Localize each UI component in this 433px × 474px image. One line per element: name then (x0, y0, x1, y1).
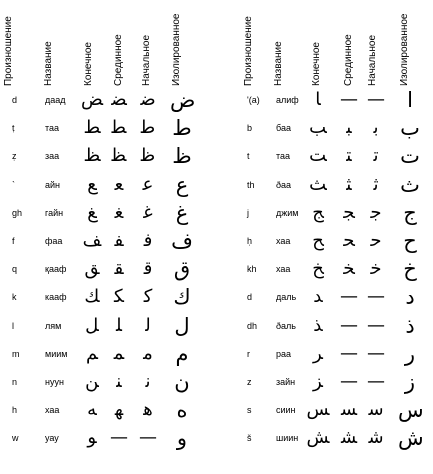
letter-name-cell: ðаль (276, 320, 296, 331)
initial-form-cell: ﻗ (143, 258, 153, 280)
letter-name-cell: шиин (276, 433, 299, 444)
isolated-form-cell: ﻡ (175, 341, 189, 366)
initial-form-cell: ﻋ (142, 173, 154, 195)
pronunciation-cell: d (12, 95, 18, 105)
final-form-cell: ﺲ (306, 399, 330, 421)
header-pronunciation-label: Произношение (3, 16, 14, 86)
final-form-cell: ﺾ (80, 89, 104, 110)
table-row (0, 200, 216, 226)
letter-name-cell: хаа (276, 264, 291, 275)
pronunciation-cell: m (12, 348, 20, 359)
header-isolated (398, 0, 412, 86)
letter-name-cell: лям (45, 320, 62, 331)
header-medial (342, 0, 356, 86)
pronunciation-cell: b (247, 123, 253, 134)
letter-name-cell: зайн (276, 377, 296, 387)
final-form-cell: ﺎ (315, 89, 321, 110)
pronunciation-cell: z (247, 377, 252, 387)
initial-form-cell: ﺑ (373, 117, 379, 139)
medial-form-cell: — (340, 89, 358, 110)
final-form-cell: ﺶ (306, 427, 330, 449)
letter-name-cell: даад (45, 95, 66, 105)
header-isolated-label: Изолированное (399, 13, 410, 86)
letter-name-cell: джим (276, 207, 299, 218)
final-form-cell: ﺮ (313, 342, 323, 364)
final-form-cell: ﻂ (83, 117, 101, 139)
letter-name-cell: заа (45, 151, 60, 162)
final-form-cell: ﺢ (312, 230, 324, 251)
initial-form-cell: ﺟ (370, 201, 382, 223)
pronunciation-cell: '(a) (247, 95, 260, 105)
final-form-cell: ﻞ (85, 314, 99, 336)
medial-form-cell: ﻘ (114, 258, 124, 280)
pronunciation-cell: ẓ (12, 151, 17, 162)
header-final-label: Конечное (83, 42, 94, 86)
table-row (0, 425, 216, 451)
table-row (240, 341, 433, 367)
pronunciation-cell: d (247, 292, 253, 303)
letter-name-cell: раа (276, 348, 292, 359)
pronunciation-cell: gh (12, 207, 23, 218)
final-form-cell: ﺚ (309, 173, 327, 195)
initial-form-cell: ﺛ (373, 173, 379, 195)
table-row (0, 115, 216, 141)
table-row (240, 256, 433, 282)
initial-form-cell: ﺣ (370, 230, 382, 251)
medial-form-cell: ﺸ (340, 427, 358, 449)
medial-form-cell: — (110, 427, 128, 449)
initial-form-cell: — (367, 286, 385, 308)
table-row (240, 284, 433, 310)
isolated-form-cell: ﻍ (175, 200, 189, 225)
table-row (240, 228, 433, 254)
final-form-cell: ﻊ (87, 173, 97, 195)
initial-form-cell: ﻧ (145, 371, 151, 392)
medial-form-cell: ﻌ (114, 173, 124, 195)
final-form-cell: ﻚ (84, 286, 100, 308)
table-row (240, 87, 433, 113)
table-row (240, 172, 433, 198)
header-initial-label: Начальное (141, 34, 152, 86)
header-name (42, 0, 56, 86)
medial-form-cell: ﻜ (114, 286, 124, 308)
medial-form-cell: — (340, 314, 358, 336)
table-row (0, 397, 216, 423)
initial-form-cell: ﺿ (140, 89, 156, 110)
initial-form-cell: — (367, 371, 385, 392)
isolated-form-cell: ﺥ (403, 257, 417, 282)
letter-name-cell: баа (276, 123, 291, 134)
pronunciation-cell: dh (247, 320, 258, 331)
initial-form-cell: ﻓ (143, 230, 153, 251)
table-row (0, 369, 216, 395)
header-name (272, 0, 286, 86)
letter-name-cell: даль (276, 292, 297, 303)
initial-form-cell: ﻣ (143, 342, 153, 364)
medial-form-cell: ﺤ (343, 230, 355, 251)
header-final (310, 0, 324, 86)
final-form-cell: ﻖ (84, 258, 100, 280)
table-row (0, 256, 216, 282)
medial-form-cell: ﺒ (346, 117, 352, 139)
letter-name-cell: таа (276, 151, 291, 162)
table-row (0, 87, 216, 113)
isolated-form-cell: ﺡ (403, 229, 417, 253)
final-form-cell: ﺞ (312, 201, 324, 223)
isolated-form-cell: ﻩ (176, 398, 188, 423)
letter-name-cell: хаа (45, 405, 60, 416)
table-row (240, 115, 433, 141)
header-initial (140, 0, 154, 86)
isolated-form-cell: ﻭ (176, 426, 188, 451)
letter-name-cell: қаaф (45, 264, 67, 275)
initial-form-cell: ﺷ (368, 427, 384, 449)
isolated-form-cell: ﺙ (400, 172, 420, 197)
final-form-cell: ﻎ (87, 201, 97, 223)
final-form-cell: ﻮ (87, 427, 97, 449)
table-row (240, 143, 433, 169)
pronunciation-cell: k (12, 292, 17, 303)
alphabet-table-right (240, 0, 433, 474)
final-form-cell: ﻒ (82, 230, 102, 251)
pronunciation-cell: w (12, 433, 19, 444)
medial-form-cell: ﻤ (113, 342, 125, 364)
letter-name-cell: уау (45, 433, 59, 444)
initial-form-cell: ﻃ (140, 117, 156, 139)
initial-form-cell: ﺳ (368, 399, 384, 421)
initial-form-cell: — (139, 427, 157, 449)
pronunciation-cell: l (12, 320, 14, 331)
table-row (240, 425, 433, 451)
initial-form-cell: ﻫ (143, 399, 153, 421)
medial-form-cell: — (340, 371, 358, 392)
letter-name-cell: таа (45, 123, 60, 134)
pronunciation-cell: ` (12, 179, 15, 190)
letter-name-cell: кааф (45, 292, 67, 303)
final-form-cell: ﺐ (309, 117, 327, 139)
medial-form-cell: ﻈ (111, 145, 127, 167)
final-form-cell: ﺪ (313, 286, 323, 308)
medial-form-cell: ﻐ (114, 201, 124, 223)
final-form-cell: ﻪ (87, 399, 97, 421)
pronunciation-cell: th (247, 179, 255, 190)
table-row (0, 341, 216, 367)
isolated-form-cell: ﺏ (400, 116, 420, 141)
table-row (0, 228, 216, 254)
header-medial-label: Срединное (343, 34, 354, 86)
isolated-form-cell: ﻑ (171, 229, 193, 253)
pronunciation-cell: n (12, 377, 18, 387)
medial-form-cell: ﺘ (346, 145, 352, 167)
pronunciation-cell: q (12, 264, 18, 275)
header-isolated-label: Изолированное (171, 13, 182, 86)
pronunciation-cell: t (247, 151, 250, 162)
table-row (0, 313, 216, 339)
table-row (0, 284, 216, 310)
header-isolated (170, 0, 184, 86)
pronunciation-cell: š (247, 433, 252, 444)
letter-name-cell: миим (45, 348, 68, 359)
final-form-cell: ﺖ (309, 145, 327, 167)
initial-form-cell: ﻟ (145, 314, 151, 336)
isolated-form-cell: ﺱ (398, 398, 424, 423)
header-name-label: Название (273, 41, 284, 86)
letter-name-cell: гайн (45, 207, 64, 218)
alphabet-table-left (0, 0, 216, 474)
final-form-cell: ﻢ (86, 342, 98, 364)
header-pronunciation (242, 0, 256, 86)
pronunciation-cell: ḥ (247, 236, 253, 246)
final-form-cell: ﺰ (313, 371, 323, 392)
header-medial-label: Срединное (113, 34, 124, 86)
pronunciation-cell: h (12, 405, 18, 416)
initial-form-cell: — (367, 89, 385, 110)
header-final (82, 0, 96, 86)
isolated-form-cell: ﺯ (404, 370, 416, 394)
isolated-form-cell: ﺝ (403, 200, 417, 225)
isolated-form-cell: ﺽ (170, 88, 196, 112)
initial-form-cell: ﻛ (143, 286, 153, 308)
medial-form-cell: ﺨ (343, 258, 355, 280)
table-row (0, 143, 216, 169)
isolated-form-cell: ﺍ (407, 88, 413, 112)
letter-name-cell: хаа (276, 236, 291, 246)
medial-form-cell: ﺴ (340, 399, 358, 421)
pronunciation-cell: j (247, 207, 249, 218)
initial-form-cell: — (367, 342, 385, 364)
pronunciation-cell: kh (247, 264, 257, 275)
pronunciation-cell: s (247, 405, 252, 416)
initial-form-cell: — (367, 314, 385, 336)
pronunciation-cell: f (12, 236, 15, 246)
table-row (240, 200, 433, 226)
table-row (240, 369, 433, 395)
isolated-form-cell: ﺵ (398, 426, 424, 451)
letter-name-cell: фаа (45, 236, 63, 246)
final-form-cell: ﺦ (312, 258, 324, 280)
medial-form-cell: ﻠ (116, 314, 122, 336)
medial-form-cell: — (340, 286, 358, 308)
letter-name-cell: алиф (276, 95, 299, 105)
header-medial (112, 0, 126, 86)
initial-form-cell: ﻏ (143, 201, 153, 223)
isolated-form-cell: ﻝ (174, 313, 190, 338)
header-pronunciation-label: Произношение (243, 16, 254, 86)
table-row (0, 172, 216, 198)
medial-form-cell: ﺜ (346, 173, 352, 195)
isolated-form-cell: ﺩ (405, 285, 415, 310)
pronunciation-cell: r (247, 348, 250, 359)
isolated-form-cell: ﻉ (175, 172, 189, 197)
medial-form-cell: ﺠ (343, 201, 355, 223)
medial-form-cell: ﻬ (114, 399, 124, 421)
isolated-form-cell: ﻥ (174, 370, 190, 394)
pronunciation-cell: ṭ (12, 123, 15, 134)
isolated-form-cell: ﺭ (404, 341, 416, 366)
isolated-form-cell: ﻅ (172, 144, 192, 169)
isolated-form-cell: ﺫ (405, 313, 415, 338)
header-name-label: Название (43, 41, 54, 86)
final-form-cell: ﻦ (85, 371, 99, 392)
medial-form-cell: ﻀ (111, 89, 127, 110)
medial-form-cell: ﻔ (114, 230, 124, 251)
initial-form-cell: ﺧ (370, 258, 382, 280)
letter-name-cell: сиин (276, 405, 296, 416)
medial-form-cell: ﻨ (116, 371, 122, 392)
letter-name-cell: нуун (45, 377, 64, 387)
final-form-cell: ﺬ (313, 314, 323, 336)
isolated-form-cell: ﺕ (400, 144, 420, 169)
header-final-label: Конечное (311, 42, 322, 86)
isolated-form-cell: ﻙ (173, 285, 191, 310)
medial-form-cell: — (340, 342, 358, 364)
table-row (240, 313, 433, 339)
isolated-form-cell: ﻁ (172, 116, 192, 141)
letter-name-cell: айн (45, 179, 61, 190)
table-row (240, 397, 433, 423)
isolated-form-cell: ﻕ (173, 257, 191, 282)
header-initial (366, 0, 380, 86)
medial-form-cell: ﻄ (111, 117, 127, 139)
letter-name-cell: ðаа (276, 179, 292, 190)
header-pronunciation (2, 0, 16, 86)
final-form-cell: ﻆ (83, 145, 101, 167)
initial-form-cell: ﺗ (373, 145, 379, 167)
initial-form-cell: ﻇ (140, 145, 156, 167)
header-initial-label: Начальное (367, 34, 378, 86)
